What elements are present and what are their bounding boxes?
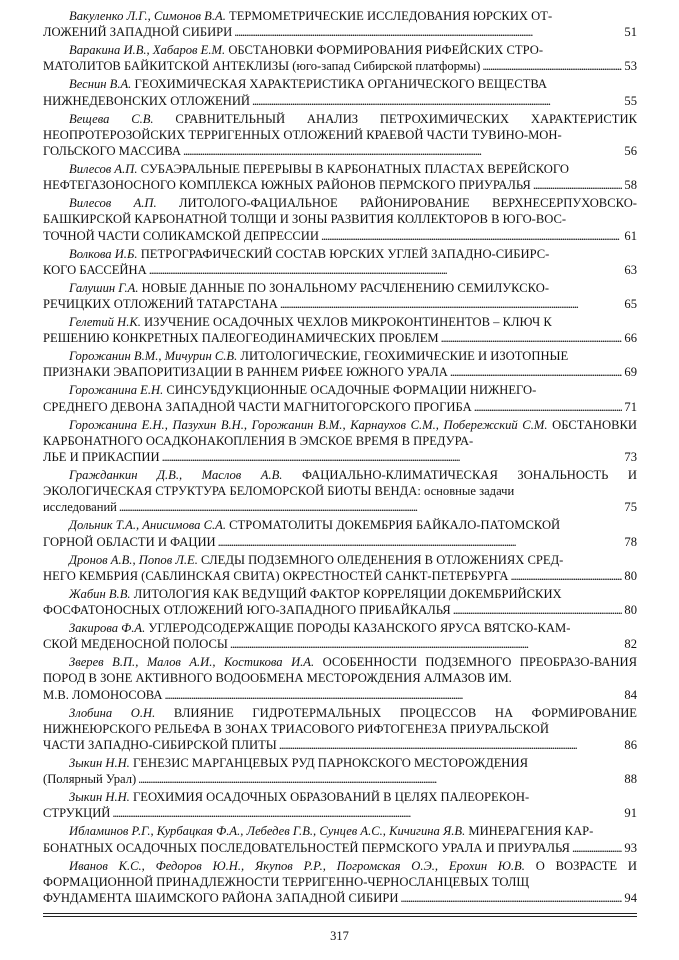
entry-page-number: 84	[624, 687, 637, 702]
entry-title-end: ПРИЗНАКИ ЭВАПОРИТИЗАЦИИ В РАННЕМ РИФЕЕ ЮЖНОГО УРАЛА	[43, 365, 448, 380]
entry-title-end: ЛЬЕ И ПРИКАСПИИ	[43, 450, 160, 465]
entry-title-end: ФУНДАМЕНТА ШАИМСКОГО РАЙОНА ЗАПАДНОЙ СИБИРИ	[43, 891, 399, 906]
toc-entry-head	[43, 586, 637, 602]
entry-authors: Вилесов А.П.	[69, 196, 157, 211]
toc-entry	[43, 517, 637, 549]
entry-page-number: 80	[624, 568, 637, 583]
entry-authors: Варакина И.В., Хабаров Е.М.	[69, 43, 226, 58]
toc-entry	[43, 8, 637, 40]
toc-entry-head	[43, 755, 637, 771]
entry-title: ЛИТОЛОГО-ФАЦИАЛЬНОЕ РАЙОНИРОВАНИЕ ВЕРХНЕСЕРПУХОВСКО-БАШКИРСКОЙ КАРБОНАТНОЙ ТОЛЩИ И ЗОНЫ РАЗВИТИЯ КОЛЛЕКТОРОВ В ЮГО-ВОС-	[43, 196, 637, 227]
entry-authors: Горожанин В.М., Мичурин С.В.	[69, 349, 238, 364]
entry-authors: Галушин Г.А.	[69, 280, 139, 295]
toc-entry-head	[43, 705, 637, 737]
entry-title-end: НЕГО КЕМБРИЯ (САБЛИНСКАЯ СВИТА) ОКРЕСТНОСТЕЙ САНКТ-ПЕТЕРБУРГА	[43, 568, 509, 583]
toc-entry-tail	[43, 296, 637, 312]
dot-leader	[453, 602, 623, 618]
entry-authors: Иванов К.С., Федоров Ю.Н., Якупов Р.Р., Погромская О.Э., Ерохин Ю.В.	[69, 858, 525, 873]
entry-authors: Горожанина Е.Н.	[69, 383, 164, 398]
entry-page-number: 93	[624, 840, 637, 855]
toc-entry-head	[43, 280, 637, 296]
entry-page-number: 88	[624, 772, 637, 787]
toc-entry-head	[43, 552, 637, 568]
entry-title: ОБСТАНОВКИ КАРБОНАТНОГО ОСАДКОНАКОПЛЕНИЯ В ЭМСКОЕ ВРЕМЯ В ПРЕДУРА-	[43, 417, 637, 448]
toc-entry-head	[43, 823, 637, 839]
toc-entry-head	[43, 517, 637, 533]
dot-leader	[482, 58, 622, 74]
toc-entry-head	[43, 246, 637, 262]
entry-title: ЛИТОЛОГИЧЕСКИЕ, ГЕОХИМИЧЕСКИЕ И ИЗОТОПНЫЕ	[240, 349, 569, 364]
entry-page-number: 75	[624, 500, 637, 515]
dot-leader	[149, 262, 623, 278]
entry-title: МИНЕРАГЕНИЯ КАР-	[468, 824, 594, 839]
entry-title: ОБСТАНОВКИ ФОРМИРОВАНИЯ РИФЕЙСКИХ СТРО-	[228, 43, 544, 58]
entry-title-end: БОНАТНЫХ ОСАДОЧНЫХ ПОСЛЕДОВАТЕЛЬНОСТЕЙ ПЕРМСКОГО УРАЛА И ПРИУРАЛЬЯ	[43, 840, 570, 855]
toc-entry	[43, 789, 637, 821]
entry-title: ГЕОХИМИЯ ОСАДОЧНЫХ ОБРАЗОВАНИЙ В ЦЕЛЯХ ПАЛЕОРЕКОН-	[133, 790, 530, 805]
entry-title: ФАЦИАЛЬНО-КЛИМАТИЧЕСКАЯ ЗОНАЛЬНОСТЬ И ЭКОЛОГИЧЕСКАЯ СТРУКТУРА БЕЛОМОРСКОЙ БИОТЫ ВЕНДА: основные задачи	[43, 468, 637, 499]
entry-title-end: КОГО БАССЕЙНА	[43, 262, 147, 277]
toc-entry-tail	[43, 636, 637, 652]
toc-entry	[43, 314, 637, 346]
entry-title-end: СТРУКЦИЙ	[43, 806, 111, 821]
toc-entry	[43, 111, 637, 160]
entry-authors: Дольник Т.А., Анисимова С.А.	[69, 518, 226, 533]
toc-entry-head	[43, 314, 637, 330]
entry-title: ОСОБЕННОСТИ ПОДЗЕМНОГО ПРЕОБРАЗО-ВАНИЯ ПОРОД В ЗОНЕ АКТИВНОГО ВОДООБМЕНА МЕСТОРОЖДЕНИЯ АЛМАЗОВ ИМ.	[43, 655, 637, 686]
toc-entry	[43, 858, 637, 907]
toc-entry-tail	[43, 805, 637, 821]
toc-entry-tail	[43, 228, 637, 244]
entry-title-end: МАТОЛИТОВ БАЙКИТСКОЙ АНТЕКЛИЗЫ (юго-запад Сибирской платформы)	[43, 59, 481, 74]
toc-entry-tail	[43, 58, 637, 74]
toc-entry-head	[43, 42, 637, 58]
toc-entry-tail	[43, 93, 637, 109]
entry-authors: Зыкин Н.Н.	[69, 790, 130, 805]
dot-leader	[441, 330, 623, 346]
dot-leader	[234, 24, 622, 40]
entry-title-end: М.В. ЛОМОНОСОВА	[43, 687, 163, 702]
toc-entry-head	[43, 76, 637, 92]
bottom-rule-second	[43, 916, 637, 917]
entry-title: СРАВНИТЕЛЬНЫЙ АНАЛИЗ ПЕТРОХИМИЧЕСКИХ ХАРАКТЕРИСТИК НЕОПРОТЕРОЗОЙСКИХ ТЕРРИГЕННЫХ ОТЛОЖЕНИЙ КРАЕВОЙ ЧАСТИ ТУВИНО-МОН-	[43, 111, 637, 142]
toc-entry-head	[43, 417, 637, 449]
dot-leader	[511, 568, 623, 584]
entry-title: ЛИТОЛОГИЯ КАК ВЕДУЩИЙ ФАКТОР КОРРЕЛЯЦИИ ДОКЕМБРИЙСКИХ	[133, 586, 562, 601]
toc-entry	[43, 161, 637, 193]
entry-page-number: 58	[624, 178, 637, 193]
entry-title: ИЗУЧЕНИЕ ОСАДОЧНЫХ ЧЕХЛОВ МИКРОКОНТИНЕНТОВ – КЛЮЧ К	[144, 315, 552, 330]
entry-title: О ВОЗРАСТЕ И ФОРМАЦИОННОЙ ПРИНАДЛЕЖНОСТИ ТЕРРИГЕННО-ЧЕРНОСЛАНЦЕВЫХ ТОЛЩ	[43, 858, 637, 889]
entry-title-end: НЕФТЕГАЗОНОСНОГО КОМПЛЕКСА ЮЖНЫХ РАЙОНОВ ПЕРМСКОГО ПРИУРАЛЬЯ	[43, 178, 531, 193]
entry-authors: Зверев В.П., Малов А.И., Костикова И.А.	[69, 655, 315, 670]
toc-entry	[43, 42, 637, 74]
toc-entry	[43, 195, 637, 244]
dot-leader	[112, 805, 622, 821]
toc-entry-head	[43, 858, 637, 890]
entry-title-end: исследований	[43, 500, 117, 515]
toc-entry	[43, 823, 637, 855]
entry-title-end: СРЕДНЕГО ДЕВОНА ЗАПАДНОЙ ЧАСТИ МАГНИТОГОРСКОГО ПРОГИБА	[43, 399, 472, 414]
entry-title: СИНСУБДУКЦИОННЫЕ ОСАДОЧНЫЕ ФОРМАЦИИ НИЖНЕГО-	[166, 383, 537, 398]
toc-entry-head	[43, 620, 637, 636]
entry-page-number: 65	[624, 297, 637, 312]
dot-leader	[400, 890, 622, 906]
dot-leader	[572, 840, 622, 856]
dot-leader	[279, 737, 623, 753]
entry-page-number: 55	[624, 93, 637, 108]
dot-leader	[230, 636, 622, 652]
toc-entry	[43, 348, 637, 380]
toc-entry	[43, 620, 637, 652]
entry-authors: Гелетий Н.К.	[69, 315, 141, 330]
toc-entry	[43, 382, 637, 414]
entry-page-number: 71	[624, 399, 637, 414]
entry-title: СТРОМАТОЛИТЫ ДОКЕМБРИЯ БАЙКАЛО-ПАТОМСКОЙ	[229, 518, 561, 533]
entry-authors: Вакуленко Л.Г., Симонов В.А.	[69, 9, 226, 23]
entry-page-number: 66	[624, 331, 637, 346]
entry-page-number: 63	[624, 262, 637, 277]
entry-title-end: РЕШЕНИЮ КОНКРЕТНЫХ ПАЛЕОГЕОДИНАМИЧЕСКИХ ПРОБЛЕМ	[43, 331, 439, 346]
bottom-rule	[43, 913, 637, 914]
entry-page-number: 78	[624, 534, 637, 549]
dot-leader	[119, 499, 622, 515]
dot-leader	[218, 534, 623, 550]
entry-authors: Закирова Ф.А.	[69, 621, 146, 636]
dot-leader	[162, 449, 623, 465]
entry-page-number: 61	[624, 228, 637, 243]
toc-entry	[43, 705, 637, 754]
toc-entry	[43, 76, 637, 108]
entry-title: СЛЕДЫ ПОДЗЕМНОГО ОЛЕДЕНЕНИЯ В ОТЛОЖЕНИЯХ СРЕД-	[201, 552, 564, 567]
toc-entry-tail	[43, 534, 637, 550]
entry-title: СУБАЭРАЛЬНЫЕ ПЕРЕРЫВЫ В КАРБОНАТНЫХ ПЛАСТАХ ВЕРЕЙСКОГО	[140, 162, 569, 177]
dot-leader	[450, 364, 623, 380]
entry-title-end: ЧАСТИ ЗАПАДНО-СИБИРСКОЙ ПЛИТЫ	[43, 738, 277, 753]
toc-entry-tail	[43, 24, 637, 40]
entry-authors: Злобина О.Н.	[69, 705, 156, 720]
entry-authors: Веснин В.А.	[69, 77, 132, 92]
page-number: 317	[330, 929, 349, 943]
toc-entry-head	[43, 654, 637, 686]
entry-title-end: НИЖНЕДЕВОНСКИХ ОТЛОЖЕНИЙ	[43, 93, 251, 108]
toc-entry-head	[43, 195, 637, 227]
entry-title-end: ГОЛЬСКОГО МАССИВА	[43, 144, 181, 159]
toc-entry	[43, 467, 637, 516]
entry-title-end: ТОЧНОЙ ЧАСТИ СОЛИКАМСКОЙ ДЕПРЕССИИ	[43, 228, 319, 243]
toc-entry	[43, 552, 637, 584]
toc-entry-tail	[43, 890, 637, 906]
entry-page-number: 80	[624, 603, 637, 618]
entry-authors: Жабин В.В.	[69, 586, 131, 601]
toc-entry-tail	[43, 840, 637, 856]
toc-entry-head	[43, 111, 637, 143]
entry-title-end: РЕЧИЦКИХ ОТЛОЖЕНИЙ ТАТАРСТАНА	[43, 297, 278, 312]
entry-title: ПЕТРОГРАФИЧЕСКИЙ СОСТАВ ЮРСКИХ УГЛЕЙ ЗАПАДНО-СИБИРС-	[140, 246, 550, 261]
dot-leader	[138, 771, 622, 787]
entry-title-end: ФОСФАТОНОСНЫХ ОТЛОЖЕНИЙ ЮГО-ЗАПАДНОГО ПРИБАЙКАЛЬЯ	[43, 603, 451, 618]
toc-entry	[43, 246, 637, 278]
toc-entry-tail	[43, 449, 637, 465]
toc-entry-tail	[43, 771, 637, 787]
toc-entry	[43, 586, 637, 618]
entry-title-end: (Полярный Урал)	[43, 772, 137, 787]
entry-title: НОВЫЕ ДАННЫЕ ПО ЗОНАЛЬНОМУ РАСЧЛЕНЕНИЮ СЕМИЛУКСКО-	[141, 280, 550, 295]
entry-page-number: 53	[624, 59, 637, 74]
entry-page-number: 73	[624, 450, 637, 465]
toc-entry-head	[43, 382, 637, 398]
toc-entry-head	[43, 789, 637, 805]
dot-leader	[165, 687, 623, 703]
entry-page-number: 69	[624, 365, 637, 380]
toc-entry-head	[43, 467, 637, 499]
entry-title-end: ГОРНОЙ ОБЛАСТИ И ФАЦИИ	[43, 534, 216, 549]
toc-entry-tail	[43, 687, 637, 703]
toc-entry-head	[43, 348, 637, 364]
entry-title: ГЕНЕЗИС МАРГАНЦЕВЫХ РУД ПАРНОКСКОГО МЕСТОРОЖДЕНИЯ	[133, 756, 529, 771]
entry-authors: Горожанина Е.Н., Пазухин В.Н., Горожанин В.М., Карнаухов С.М., Побережский С.М.	[69, 417, 548, 432]
toc-entry	[43, 280, 637, 312]
entry-authors: Зыкин Н.Н.	[69, 756, 130, 771]
toc-entry-tail	[43, 568, 637, 584]
entry-page-number: 91	[624, 806, 637, 821]
toc-entry-tail	[43, 364, 637, 380]
entry-page-number: 82	[624, 637, 637, 652]
toc-entry-tail	[43, 399, 637, 415]
dot-leader	[474, 399, 623, 415]
dot-leader	[321, 228, 622, 244]
toc-entry-tail	[43, 499, 637, 515]
entry-title-end: СКОЙ МЕДЕНОСНОЙ ПОЛОСЫ	[43, 637, 228, 652]
entry-authors: Дронов А.В., Попов Л.Е.	[69, 552, 198, 567]
entry-page-number: 51	[624, 25, 637, 40]
toc-entry-head	[43, 161, 637, 177]
table-of-contents	[43, 8, 637, 908]
toc-entry	[43, 417, 637, 466]
entry-page-number: 86	[624, 738, 637, 753]
entry-page-number: 94	[624, 891, 637, 906]
entry-authors: Волкова И.Б.	[69, 246, 138, 261]
entry-title-end: ЛОЖЕНИЙ ЗАПАДНОЙ СИБИРИ	[43, 25, 233, 40]
entry-title: УГЛЕРОДСОДЕРЖАЩИЕ ПОРОДЫ КАЗАНСКОГО ЯРУСА ВЯТСКО-КАМ-	[148, 621, 571, 636]
dot-leader	[533, 177, 623, 193]
entry-authors: Ибламинов Р.Г., Курбацкая Ф.А., Лебедев Г.В., Сунцев А.С., Кичигина Я.В.	[69, 824, 466, 839]
toc-entry-tail	[43, 262, 637, 278]
toc-entry-tail	[43, 330, 637, 346]
entry-title: ВЛИЯНИЕ ГИДРОТЕРМАЛЬНЫХ ПРОЦЕССОВ НА ФОРМИРОВАНИЕ НИЖНЕЮРСКОГО РЕЛЬЕФА В ЗОНАХ ТРИАСОВОГО РИФТОГЕНЕЗА ПРИУРАЛЬСКОЙ	[43, 705, 638, 736]
toc-entry-tail	[43, 602, 637, 618]
entry-title: ТЕРМОМЕТРИЧЕСКИЕ ИССЛЕДОВАНИЯ ЮРСКИХ ОТ-	[229, 9, 553, 23]
toc-entry-tail	[43, 177, 637, 193]
entry-authors: Вещева С.В.	[69, 111, 154, 126]
dot-leader	[280, 296, 623, 312]
entry-title: ГЕОХИМИЧЕСКАЯ ХАРАКТЕРИСТИКА ОРГАНИЧЕСКОГО ВЕЩЕСТВА	[134, 77, 548, 92]
toc-entry	[43, 755, 637, 787]
dot-leader	[252, 93, 622, 109]
entry-page-number: 56	[624, 144, 637, 159]
toc-entry-head	[43, 8, 637, 24]
toc-entry	[43, 654, 637, 703]
entry-authors: Вилесов А.П.	[69, 162, 138, 177]
dot-leader	[183, 143, 622, 159]
toc-entry-tail	[43, 143, 637, 159]
entry-authors: Гражданкин Д.В., Маслов А.В.	[69, 468, 283, 483]
toc-entry-tail	[43, 737, 637, 753]
